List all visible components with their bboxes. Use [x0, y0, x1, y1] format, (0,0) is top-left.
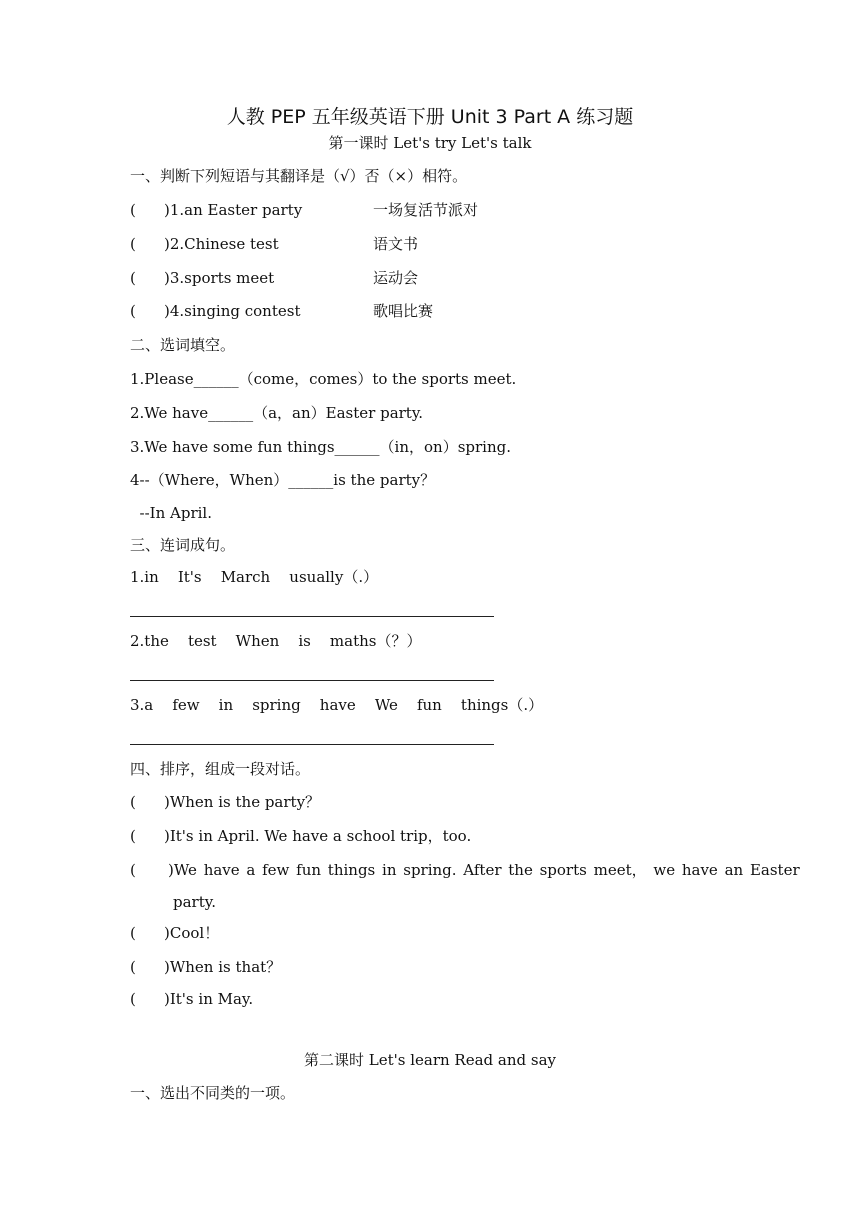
paren-blank[interactable]: ( [130, 793, 136, 811]
list-item [130, 268, 730, 288]
lesson2-heading: 第二课时 Let's learn Read and say [303, 1051, 556, 1069]
dialogue-item [130, 923, 219, 943]
dialogue-item [130, 957, 281, 977]
page-title: 人教 PEP 五年级英语下册 Unit 3 Part A 练习题 [226, 106, 634, 128]
answer-line[interactable] [130, 616, 494, 617]
item-english: )1.an Easter party [164, 201, 303, 219]
paren-blank[interactable]: ( [130, 827, 136, 845]
item-chinese: 语文书 [373, 235, 419, 253]
word-order-item: 1.in It's March usually（.） [130, 568, 379, 586]
dialogue-text: )Cool！ [164, 924, 220, 942]
paren-blank[interactable]: ( [130, 201, 136, 219]
paren-blank[interactable]: ( [130, 990, 136, 1008]
item-chinese: 一场复活节派对 [373, 201, 479, 219]
dialogue-text: )It's in May. [164, 990, 254, 1008]
item-chinese: 歌唱比赛 [373, 302, 434, 320]
section4-heading: 四、排序，组成一段对话。 [130, 760, 311, 778]
item-chinese: 运动会 [373, 269, 419, 287]
dialogue-text: )We have a few fun things in spring. After the sports meet， we have an Easter [168, 861, 800, 879]
answer-line[interactable] [130, 744, 494, 745]
lesson1-heading: 第一课时 Let's try Let's talk [328, 134, 532, 152]
dialogue-text: )It's in April. We have a school trip，too. [164, 827, 472, 845]
dialogue-item [130, 989, 253, 1009]
dialogue-item [130, 792, 320, 812]
word-order-item: 3.a few in spring have We fun things（.） [130, 696, 544, 714]
word-order-item: 2.the test When is maths（？） [130, 632, 422, 650]
list-item [130, 301, 730, 321]
answer-text: --In April. [130, 504, 212, 522]
section1-heading: 一、判断下列短语与其翻译是（√）否（×）相符。 [130, 167, 468, 185]
dialogue-continuation: party. [173, 893, 216, 911]
list-item [130, 234, 730, 254]
item-english: )3.sports meet [164, 269, 275, 287]
fill-blank-item[interactable]: 3.We have some fun things______（in，on）spring. [130, 438, 512, 456]
dialogue-item [130, 826, 471, 846]
fill-blank-item[interactable]: 2.We have______（a，an）Easter party. [130, 404, 424, 422]
paren-blank[interactable]: ( [130, 235, 136, 253]
paren-blank[interactable]: ( [130, 924, 136, 942]
section3-heading: 三、连词成句。 [130, 536, 236, 554]
paren-blank[interactable]: ( [130, 269, 136, 287]
dialogue-text: )When is that？ [164, 958, 282, 976]
dialogue-text: )When is the party？ [164, 793, 321, 811]
item-english: )2.Chinese test [164, 235, 279, 253]
answer-line[interactable] [130, 680, 494, 681]
fill-blank-item[interactable]: 1.Please______（come，comes）to the sports meet. [130, 370, 517, 388]
fill-blank-item[interactable]: 4--（Where，When）______is the party？ [130, 471, 436, 489]
paren-blank[interactable]: ( [130, 958, 136, 976]
paren-blank[interactable]: ( [130, 302, 136, 320]
item-english: )4.singing contest [164, 302, 301, 320]
section2-heading: 二、选词填空。 [130, 336, 236, 354]
lesson2-section1-heading: 一、选出不同类的一项。 [130, 1084, 296, 1102]
list-item [130, 200, 730, 220]
dialogue-item [130, 860, 800, 880]
paren-blank[interactable]: ( [130, 861, 136, 879]
